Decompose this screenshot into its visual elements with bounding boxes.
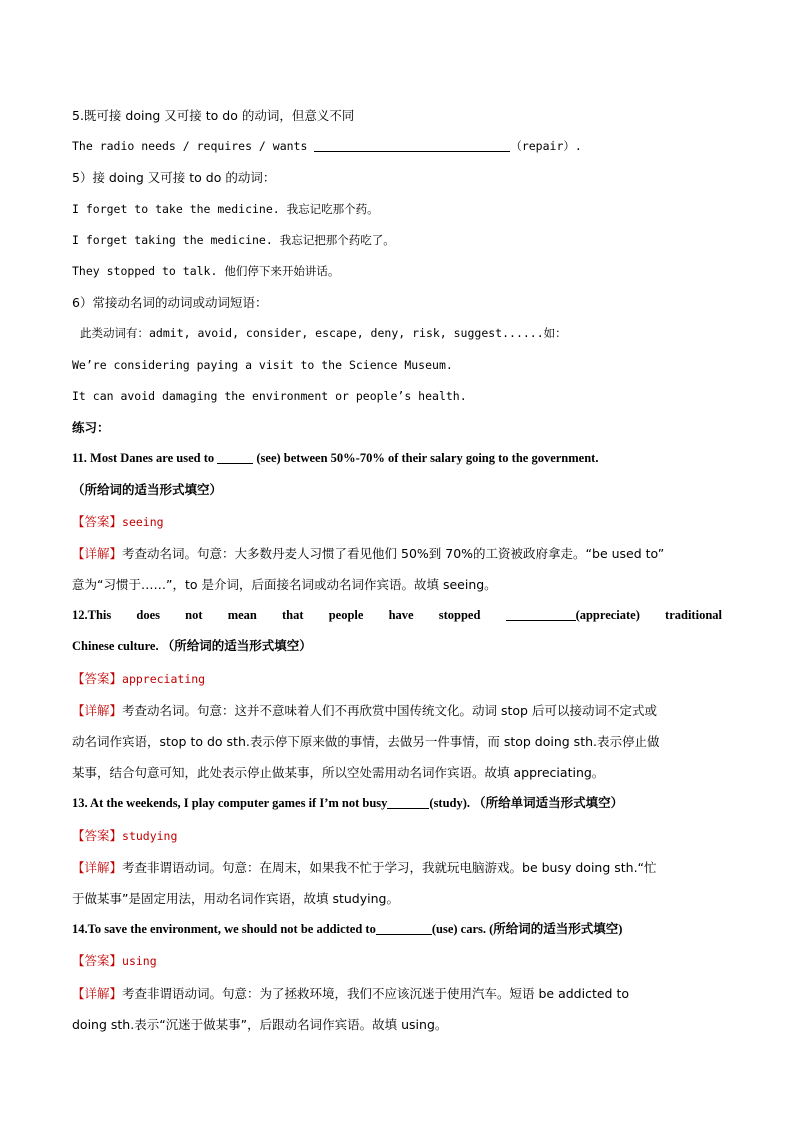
answer-value: studying [122,828,178,843]
detail-tag: 【详解】 [72,702,123,718]
question-12 [72,600,722,631]
answer-13 [72,820,722,852]
verb-list: 此类动词有：admit, avoid, consider, escape, deny, risk, suggest......如： [80,326,567,341]
detail-12-line-2: 动名词作宾语，stop to do sth.表示停下原来做的事情，去做另一件事情，而 stop doing sth.表示停止做 [72,734,660,750]
answer-blank [376,920,432,935]
example-forget-to: I forget to take the medicine. 我忘记吃那个药。 [72,201,379,216]
detail-13-line-2: 于做某事”是固定用法，用动名词作宾语，故填 studying。 [72,891,399,907]
heading-verbs-both: 5.既可接 doing 又可接 to do 的动词，但意义不同 [72,108,355,123]
detail-12-line-1 [72,695,722,726]
detail-tag: 【详解】 [72,545,123,561]
answer-blank [506,606,576,621]
example-radio-text: The radio needs / requires / wants [72,139,315,154]
question-14 [72,914,722,945]
detail-12-line-3: 某事，结合句意可知，此处表示停止做某事，所以空处需用动名词作宾语。故填 appreciating。 [72,765,605,781]
detail-14-line-1 [72,978,722,1009]
detail-11-line-2: 意为“习惯于……”，to 是介词，后面接名词或动名词作宾语。故填 seeing。 [72,577,497,593]
answer-tag: 【答案】 [72,670,123,686]
example-radio-hint: （repair）. [510,139,582,154]
question-11-text-a: 11. Most Danes are used to [72,451,218,466]
subheading-5: 5）接 doing 又可接 to do 的动词： [72,170,276,186]
question-14-text-b: (use) cars. (所给词的适当形式填空) [431,922,623,937]
answer-blank [387,794,429,809]
question-13 [72,788,722,819]
question-11-instruction: （所给词的适当形式填空） [72,482,223,498]
question-13-text-a: 13. At the weekends, I play computer games if I’m not busy [72,796,388,811]
answer-value: appreciating [122,671,206,686]
detail-text: 考查非谓语动词。句意：为了拯救环境，我们不应该沉迷于使用汽车。短语 be addicted to [122,985,630,1001]
answer-12 [72,663,722,695]
question-11 [72,443,722,474]
answer-tag: 【答案】 [72,513,123,529]
answer-blank [217,449,253,464]
example-avoid: It can avoid damaging the environment or people’s health. [72,388,467,403]
question-12-text-a: 12.This does not mean that people have stopped [72,608,506,623]
subheading-6: 6）常接动名词的动词或动词短语： [72,295,268,311]
question-12-line-2: Chinese culture. （所给词的适当形式填空） [72,639,312,654]
detail-13-line-1 [72,852,722,883]
question-12-text-b: (appreciate) traditional [575,608,722,623]
detail-tag: 【详解】 [72,985,123,1001]
answer-tag: 【答案】 [72,953,123,969]
detail-11-line-1 [72,538,722,569]
question-11-text-b: (see) between 50%-70% of their salary going to the government. [253,451,599,466]
answer-11 [72,506,722,538]
example-forget-doing: I forget taking the medicine. 我忘记把那个药吃了。 [72,232,395,247]
detail-14-line-2: doing sth.表示“沉迷于做某事”，后跟动名词作宾语。故填 using。 [72,1016,448,1032]
detail-text: 考查动名词。句意：这并不意味着人们不再欣赏中国传统文化。动词 stop 后可以接动词不定式或 [122,702,657,718]
example-radio [72,131,722,162]
detail-text: 考查动名词。句意：大多数丹麦人习惯了看见他们 50%到 70%的工资被政府拿走。“be used to” [122,545,665,561]
answer-blank [314,137,510,152]
question-13-text-b: (study). （所给单词适当形式填空） [429,796,624,811]
question-14-text-a: 14.To save the environment, we should not be addicted to [72,922,376,937]
detail-tag: 【详解】 [72,859,123,875]
answer-14 [72,945,722,977]
answer-value: seeing [122,514,164,529]
answer-value: using [122,954,157,969]
example-stopped: They stopped to talk. 他们停下来开始讲话。 [72,264,340,279]
answer-tag: 【答案】 [72,827,123,843]
example-considering: We’re considering paying a visit to the Science Museum. [72,357,453,372]
detail-text: 考查非谓语动词。句意：在周末，如果我不忙于学习，我就玩电脑游戏。be busy doing sth.“忙 [122,859,657,875]
practice-heading: 练习： [72,420,110,436]
